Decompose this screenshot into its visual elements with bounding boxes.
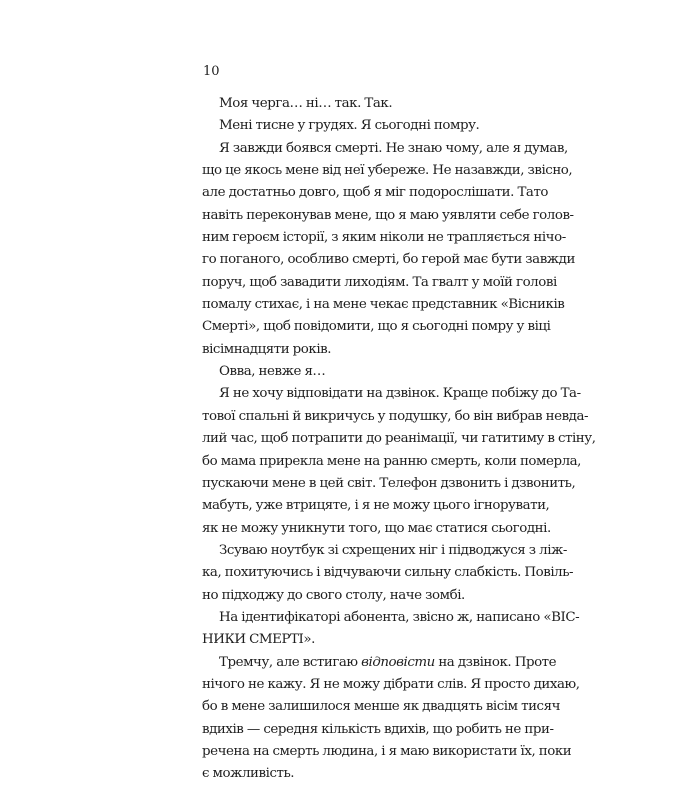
text-run: Тремчу, але встигаю — [219, 654, 362, 670]
text-line: ка, похитуючись і відчуваючи сильну слабкість. Повіль- — [202, 565, 574, 581]
text-line: Смерті», щоб повідомити, що я сьогодні помру у віці — [202, 319, 551, 335]
text-line: речена на смерть людина, і я маю використати їх, поки — [202, 743, 572, 759]
body-text — [202, 93, 596, 786]
text-line: ним героєм історії, з яким ніколи не трапляється нічо- — [202, 230, 566, 246]
text-line: На ідентифікаторі абонента, звісно ж, написано «ВІС- — [219, 609, 580, 625]
text-line: бо в мене залишилося менше як двадцять вісім тисяч — [202, 699, 560, 715]
paragraph — [202, 115, 500, 137]
paragraph — [202, 138, 575, 361]
text-line: лий час, щоб потрапити до реанімації, чи гатитиму в стіну, — [202, 431, 596, 447]
paragraph — [202, 361, 500, 383]
emphasized-word: відповісти — [361, 654, 435, 670]
text-line: вісімнадцяти років. — [202, 341, 332, 357]
text-line — [202, 652, 557, 674]
paragraph — [202, 652, 580, 786]
text-line: пускаючи мене в цей світ. Телефон дзвонить і дзвонить, — [202, 475, 576, 491]
text-line: бо мама прирекла мене на ранню смерть, коли померла, — [202, 453, 581, 469]
text-line: але достатньо довго, щоб я міг подорослішати. Тато — [202, 185, 549, 201]
text-line: помалу стихає, і на мене чекає представник «Вісників — [202, 297, 565, 313]
paragraph — [202, 607, 580, 652]
text-line: поруч, щоб завадити лиходіям. Та гвалт у моїй голові — [202, 274, 557, 290]
page-number: 10 — [203, 64, 220, 79]
text-line: но підходжу до свого столу, наче зомбі. — [202, 587, 465, 603]
text-line: вдихів — середня кількість вдихів, що робить не при- — [202, 721, 554, 737]
text-line: Овва, невже я… — [219, 364, 326, 380]
text-line: нічого не кажу. Я не можу дібрати слів. Я просто дихаю, — [202, 676, 580, 692]
text-line: Моя черга… ні… так. Так. — [219, 96, 393, 111]
text-line: Я не хочу відповідати на дзвінок. Краще побіжу до Та- — [219, 386, 581, 402]
text-line: Я завжди боявся смерті. Не знаю чому, але я думав, — [219, 140, 568, 156]
text-line: НИКИ СМЕРТІ». — [202, 632, 315, 648]
text-run: на дзвінок. Проте — [434, 654, 557, 670]
text-line: є можливість. — [202, 766, 295, 782]
text-line: Зсуваю ноутбук зі схрещених ніг і підводжуся з ліж- — [219, 542, 567, 558]
paragraph — [202, 540, 574, 607]
text-line: мабуть, уже втрицяте, і я не можу цього ігнорувати, — [202, 498, 550, 514]
text-line: як не можу уникнути того, що має статися сьогодні. — [202, 520, 551, 536]
text-line: тової спальні й викричусь у подушку, бо він вибрав невда- — [202, 408, 589, 424]
text-line: Мені тисне у грудях. Я сьогодні помру. — [219, 118, 480, 134]
text-line: навіть переконував мене, що я маю уявляти себе голов- — [202, 207, 574, 223]
text-line: го поганого, особливо смерті, бо герой має бути завжди — [202, 252, 575, 268]
text-line: що це якось мене від неї убереже. Не назавжди, звісно, — [202, 163, 573, 179]
paragraph — [202, 383, 596, 539]
paragraph — [202, 93, 500, 115]
